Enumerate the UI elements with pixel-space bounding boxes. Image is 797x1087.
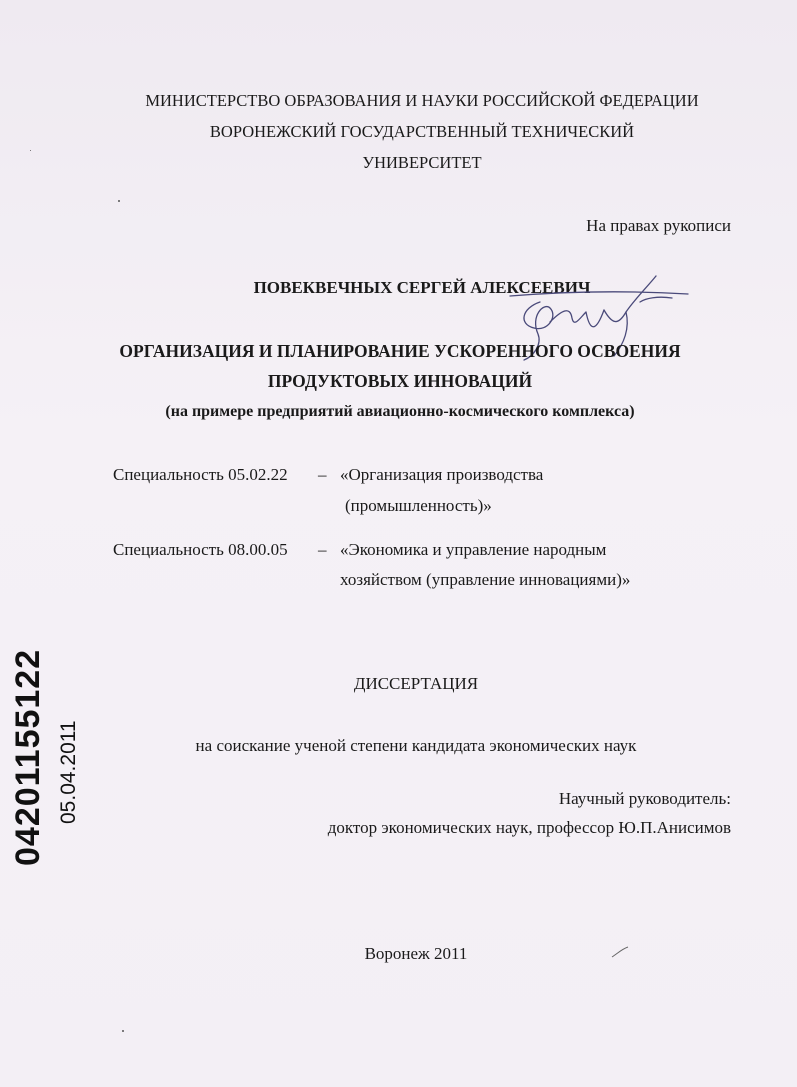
degree-line: на соискание ученой степени кандидата экономических наук (195, 736, 637, 755)
specialty-1-value-line-1: «Организация производства (340, 465, 544, 484)
specialty-2-value-line-2: хозяйством (управление инновациями)» (340, 570, 631, 589)
document-type: ДИССЕРТАЦИЯ (353, 674, 479, 693)
specialty-1-label: Специальность 05.02.22 (113, 465, 288, 484)
scan-speck (118, 200, 120, 202)
specialty-2-label: Специальность 08.00.05 (113, 540, 288, 559)
supervisor-label: Научный руководитель: (558, 789, 731, 808)
title-line-1: ОРГАНИЗАЦИЯ И ПЛАНИРОВАНИЕ УСКОРЕННОГО ОСВОЕНИЯ (119, 341, 681, 361)
stamp-number: 04201155122 (9, 648, 47, 866)
title-subtitle: (на примере предприятий авиационно-космического комплекса) (165, 403, 635, 420)
specialty-2-value-line-1: «Экономика и управление народным (340, 540, 607, 559)
specialty-2-dash: – (318, 540, 327, 559)
author-name: ПОВЕКВЕЧНЫХ СЕРГЕЙ АЛЕКСЕЕВИЧ (253, 278, 591, 297)
title-line-2: ПРОДУКТОВЫХ ИННОВАЦИЙ (267, 371, 533, 391)
rights-note: На правах рукописи (586, 216, 731, 235)
ministry-line-1: МИНИСТЕРСТВО ОБРАЗОВАНИЯ И НАУКИ РОССИЙСКОЙ ФЕДЕРАЦИИ (145, 91, 699, 110)
ministry-line-3: УНИВЕРСИТЕТ (362, 153, 482, 172)
stamp-date: 05.04.2011 (57, 720, 80, 824)
scan-speck (122, 1030, 124, 1032)
pen-mark (610, 945, 630, 959)
supervisor-name: доктор экономических наук, профессор Ю.П.Анисимов (327, 818, 731, 837)
ministry-line-2: ВОРОНЕЖСКИЙ ГОСУДАРСТВЕННЫЙ ТЕХНИЧЕСКИЙ (209, 122, 635, 141)
specialty-1-value-line-2: (промышленность)» (345, 496, 492, 515)
city-year: Воронеж 2011 (364, 944, 468, 963)
specialty-1-dash: – (318, 465, 327, 484)
scan-speck (30, 150, 31, 151)
